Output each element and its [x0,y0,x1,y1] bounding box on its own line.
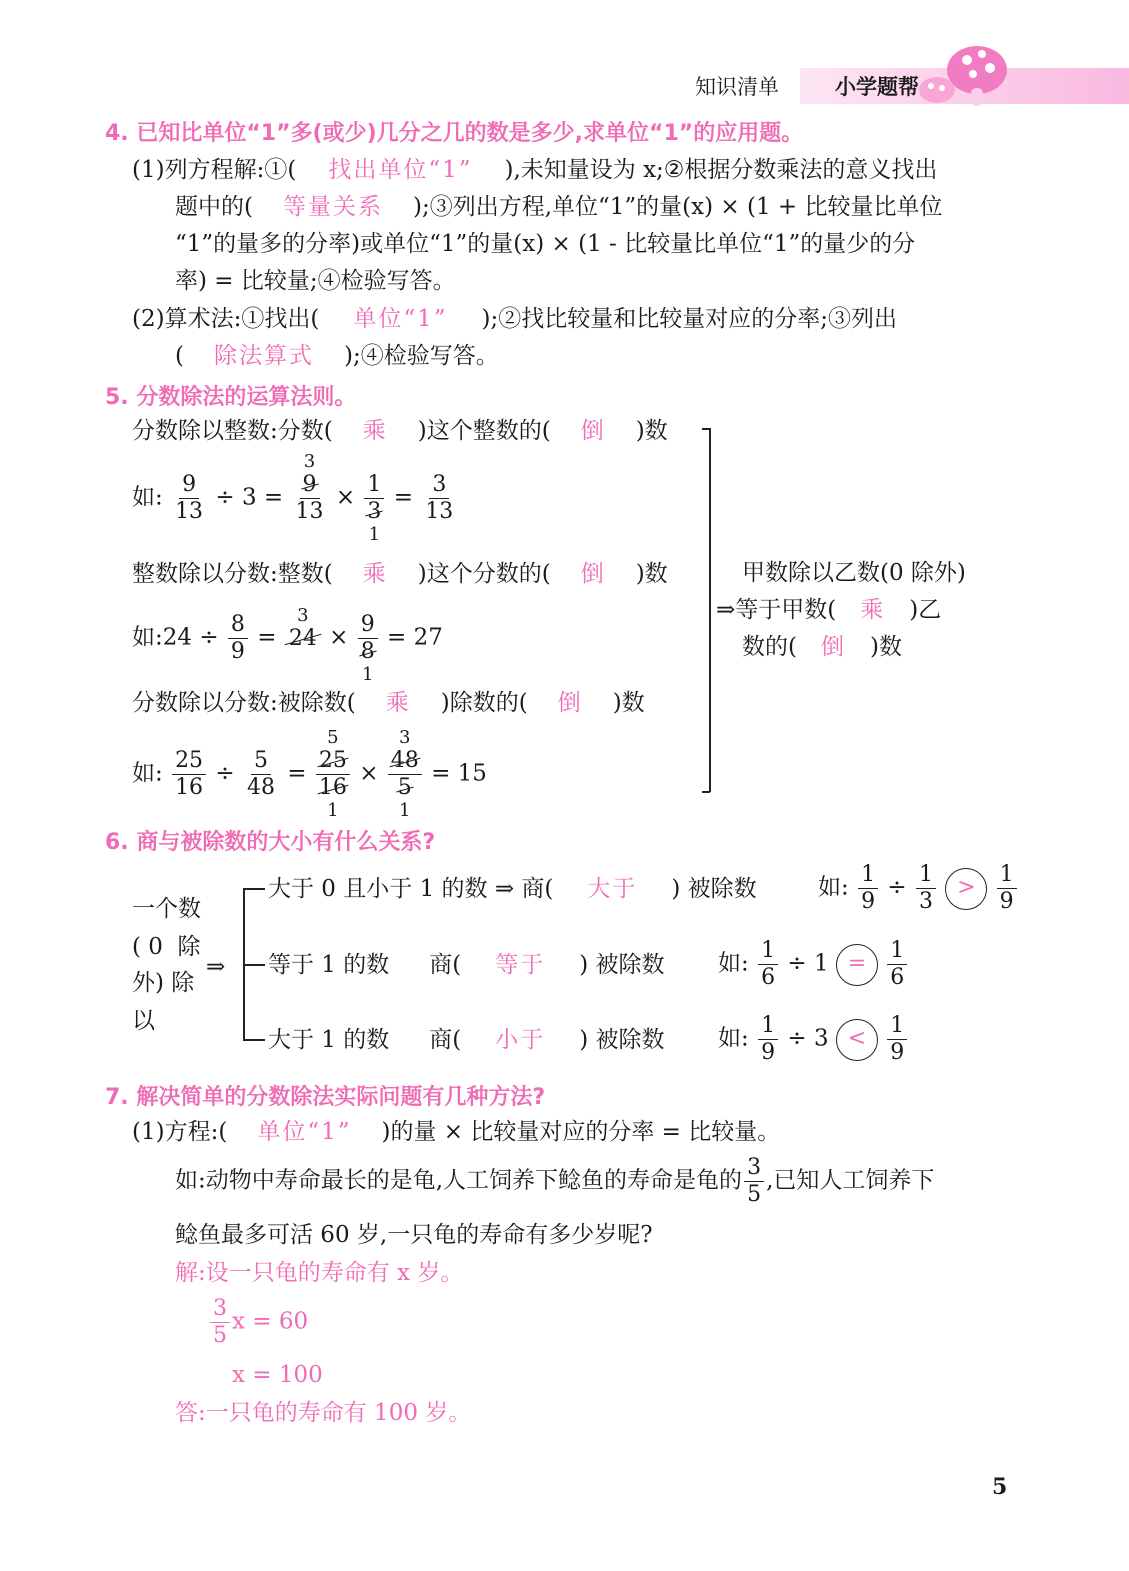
s7-equation-2: x = 100 [232,1362,323,1388]
s6-left-4: 以 [132,1008,155,1034]
page-number: 5 [992,1474,1008,1500]
s7-line-1: (1)方程:( 单位“1” )的量 × 比较量对应的分率 = 比较量。 [132,1119,781,1145]
s6-branch-2: 等于 1 的数 商( 等于 ) 被除数 [268,952,665,978]
s5-rule-2: 整数除以分数:整数( 乘 )这个分数的( 倒 )数 [132,561,668,587]
header-category: 知识清单 [695,75,779,99]
s5-rule-3: 分数除以分数:被除数( 乘 )除数的( 倒 )数 [132,690,645,716]
s6-arrow: ⇒ [206,954,226,980]
s5-rule-1: 分数除以整数:分数( 乘 )这个整数的( 倒 )数 [132,418,668,444]
s6-left-1: 一个数 [132,896,201,922]
s4-line-4: 率) = 比较量;④检验写答。 [175,268,456,294]
s4-line-3: “1”的量多的分率)或单位“1”的量(x) × (1 - 比较量比单位“1”的量少的分 [175,231,916,257]
s5-example-3: 如: $\frac{25}{16}$ ÷ $\frac{5}{48}$ = 5 25 16 1 × 3 48 5 1 = 15 [132,727,487,821]
header-brand: 小学题帮 [835,74,919,99]
s5-summary-3: 数的( 倒 )数 [742,634,902,660]
s7-question-2: 鲶鱼最多可活 60 岁,一只龟的寿命有多少岁呢? [175,1222,653,1248]
s7-solution-line: 解:设一只龟的寿命有 x 岁。 [175,1260,464,1286]
s6-left-3: 外) 除 [132,970,195,996]
section-6-title: 6. 商与被除数的大小有什么关系? [105,830,436,855]
s4-line-5: (2)算术法:①找出( 单位“1” );②找比较量和比较量对应的分率;③列出 [132,306,897,332]
s6-left-2: ( 0 除 [132,934,201,960]
s4-line-6: ( 除法算式 );④检验写答。 [175,343,499,369]
s6-branch-3-example: 如: $\frac{1}{9}$ ÷ 3 < $\frac{1}{9}$ [718,1013,909,1066]
s5-summary-2: ⇒等于甲数( 乘 )乙 [716,597,942,623]
s5-bracket [709,428,711,792]
s6-branch-1: 大于 0 且小于 1 的数 ⇒ 商( 大于 ) 被除数 [268,876,757,902]
s7-question-1: 如:动物中寿命最长的是龟,人工饲养下鲶鱼的寿命是龟的 $\frac{3}{5}$ ,已知人工饲养下 [175,1155,935,1207]
s7-equation-1: $\frac{3}{5}$ x = 60 [208,1296,308,1349]
mushroom-icon [915,40,1010,110]
s5-summary-1: 甲数除以乙数(0 除外) [742,560,966,586]
s4-line-2: 题中的( 等量关系 );③列出方程,单位“1”的量(x) × (1 + 比较量比单位 [175,194,943,220]
section-4-title: 4. 已知比单位“1”多(或少)几分之几的数是多少,求单位“1”的应用题。 [105,121,804,146]
s6-branch-3: 大于 1 的数 商( 小于 ) 被除数 [268,1027,665,1053]
s5-example-2: 如:24 ÷ $\frac{8}{9}$ = 3 24 × 9 8 1 = 27 [132,604,443,685]
section-7-title: 7. 解决简单的分数除法实际问题有几种方法? [105,1085,546,1110]
section-5-title: 5. 分数除法的运算法则。 [105,385,357,410]
s6-branch-2-example: 如: $\frac{1}{6}$ ÷ 1 = $\frac{1}{6}$ [718,938,909,991]
s7-answer: 答:一只龟的寿命有 100 岁。 [175,1400,472,1426]
s4-line-1: (1)列方程解:①( 找出单位“1” ),未知量设为 x;②根据分数乘法的意义找出 [132,157,938,183]
s6-branch-1-example: 如: $\frac{1}{9}$ ÷ $\frac{1}{3}$ > $\frac{1}{9}$ [818,862,1019,915]
s5-example-1: 如: $\frac{9}{13}$ ÷ 3 = 3 9 13 × 1 3 1 = $\frac{3}{13}$ [132,451,454,545]
